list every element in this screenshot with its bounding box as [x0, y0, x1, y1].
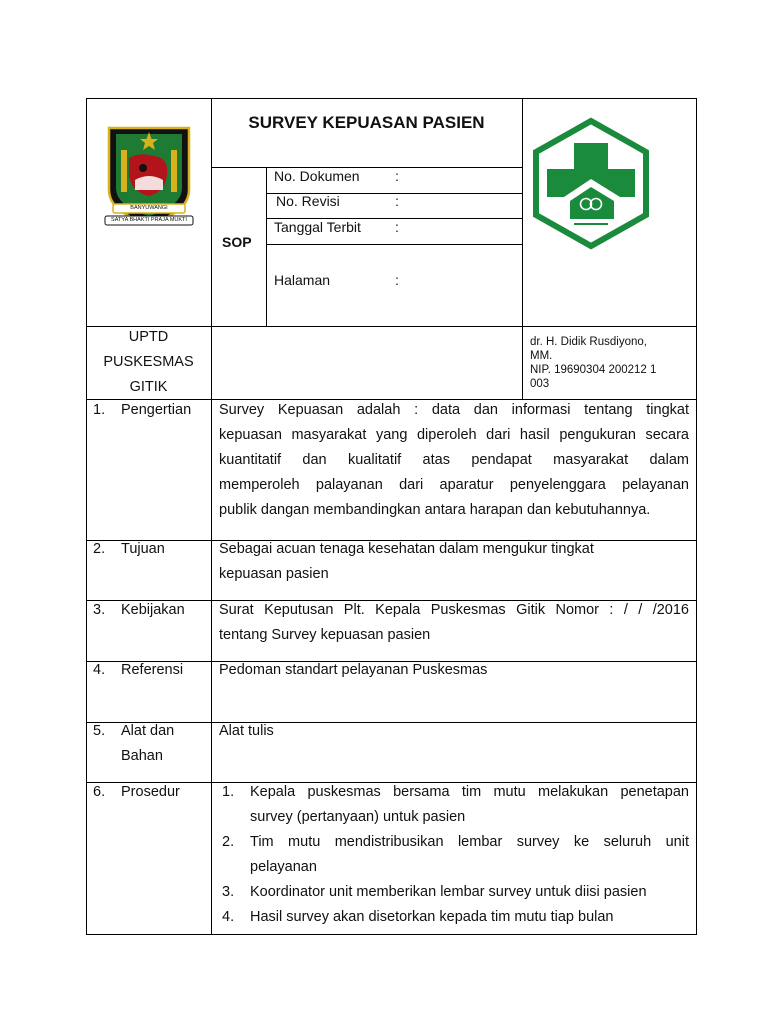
emblem-ribbon-bottom: SATYA BHAKTI PRAJA MUKTI	[111, 217, 187, 223]
step-4-number: 4.	[222, 909, 235, 925]
step-1-line-2: survey (pertanyaan) untuk pasien	[250, 809, 466, 825]
section-5-number: 5.	[93, 723, 106, 739]
document-title: SURVEY KEPUASAN PASIEN	[248, 113, 485, 132]
meta-colon-page: :	[395, 272, 399, 288]
section-divider-4	[86, 722, 697, 723]
puskesmas-logo	[530, 117, 652, 250]
signatory-nip-cont: 003	[530, 378, 550, 390]
section-1-number: 1.	[93, 402, 106, 418]
step-4-line-1: Hasil survey akan disetorkan kepada tim mutu tiap bulan	[250, 909, 614, 925]
section-5-title	[121, 719, 174, 769]
section-2-title: Tujuan	[121, 541, 165, 557]
section-1-line-5: publik dangan membandingkan antara harapan dan kebutuhannya.	[219, 502, 651, 518]
institution-line-3: GITIK	[129, 379, 168, 395]
section-4-line-1: Pedoman standart pelayanan Puskesmas	[219, 662, 488, 678]
institution-line-1: UPTD	[128, 329, 169, 345]
meta-label-issue-date: Tanggal Terbit	[274, 219, 361, 235]
table-left-border	[86, 98, 87, 935]
signatory-title: MM.	[530, 350, 553, 362]
section-2-line-1: Sebagai acuan tenaga kesehatan dalam mengukur tingkat	[219, 541, 594, 557]
institution-line-2: PUSKESMAS	[103, 354, 194, 370]
section-3-line-2: tentang Survey kepuasan pasien	[219, 627, 431, 643]
signatory-nip: NIP. 19690304 200212 1	[530, 364, 657, 376]
step-1-line-1: Kepala puskesmas bersama tim mutu melakukan penetapan	[250, 784, 689, 800]
signatory-divider	[522, 326, 523, 399]
step-1-number: 1.	[222, 784, 235, 800]
emblem-ribbon-top: BANYUWANGI	[130, 205, 168, 211]
label-column-divider	[211, 98, 212, 935]
table-right-border	[696, 98, 697, 935]
step-3-line-1: Koordinator unit memberikan lembar survey untuk diisi pasien	[250, 884, 647, 900]
section-5-line-1: Alat tulis	[219, 723, 274, 739]
section-3-number: 3.	[93, 602, 106, 618]
sop-column-divider	[266, 167, 267, 326]
puskesmas-logo-icon	[530, 117, 652, 250]
section-3-line-1: Surat Keputusan Plt. Kepala Puskesmas Gitik Nomor : / / /2016	[219, 602, 689, 618]
section-6-title: Prosedur	[121, 784, 180, 800]
meta-divider-3	[266, 244, 523, 245]
section-4-title: Referensi	[121, 662, 184, 678]
step-3-number: 3.	[222, 884, 235, 900]
step-2-number: 2.	[222, 834, 235, 850]
section-1-line-3: kuantitatif dan kualitatif atas pendapat masyarakat dalam	[219, 452, 689, 468]
section-2-line-2: kepuasan pasien	[219, 566, 329, 582]
step-2-line-1: Tim mutu mendistribusikan lembar survey ke seluruh unit	[250, 834, 689, 850]
section-5-title-line-2: Bahan	[121, 748, 163, 764]
table-bottom-border	[86, 934, 697, 935]
section-1-content	[219, 398, 689, 523]
logo-column-divider	[522, 98, 523, 326]
section-3-title: Kebijakan	[121, 602, 185, 618]
meta-colon-document-number: :	[395, 168, 399, 184]
table-top-border	[86, 98, 697, 99]
section-1-line-2: kepuasan masyarakat yang diperoleh dari hasil pengukuran secara	[219, 427, 689, 443]
meta-colon-revision: :	[395, 193, 399, 209]
meta-label-revision: No. Revisi	[276, 193, 340, 209]
step-1-text	[250, 780, 689, 830]
section-1-line-1: Survey Kepuasan adalah : data dan informasi tentang tingkat	[219, 402, 689, 418]
institution-name	[86, 325, 211, 400]
section-1-line-4: memperoleh palayanan dari aparatur penyelenggara pelayanan	[219, 477, 689, 493]
step-2-line-2: pelayanan	[250, 859, 317, 875]
sop-label: SOP	[222, 234, 252, 250]
signatory-name: dr. H. Didik Rusdiyono,	[530, 336, 647, 348]
meta-label-page: Halaman	[274, 272, 331, 288]
signatory-block	[530, 335, 656, 391]
section-4-number: 4.	[93, 662, 106, 678]
title-divider	[211, 167, 523, 168]
meta-label-document-number: No. Dokumen	[274, 168, 360, 184]
regency-emblem-logo	[99, 120, 199, 235]
section-6-number: 6.	[93, 784, 106, 800]
section-2-number: 2.	[93, 541, 106, 557]
section-3-content	[219, 598, 689, 648]
step-2-text	[250, 830, 689, 880]
section-2-content	[219, 537, 689, 587]
section-1-title: Pengertian	[121, 402, 192, 418]
section-5-title-line-1: Alat dan	[121, 723, 175, 739]
meta-colon-issue-date: :	[395, 219, 399, 235]
